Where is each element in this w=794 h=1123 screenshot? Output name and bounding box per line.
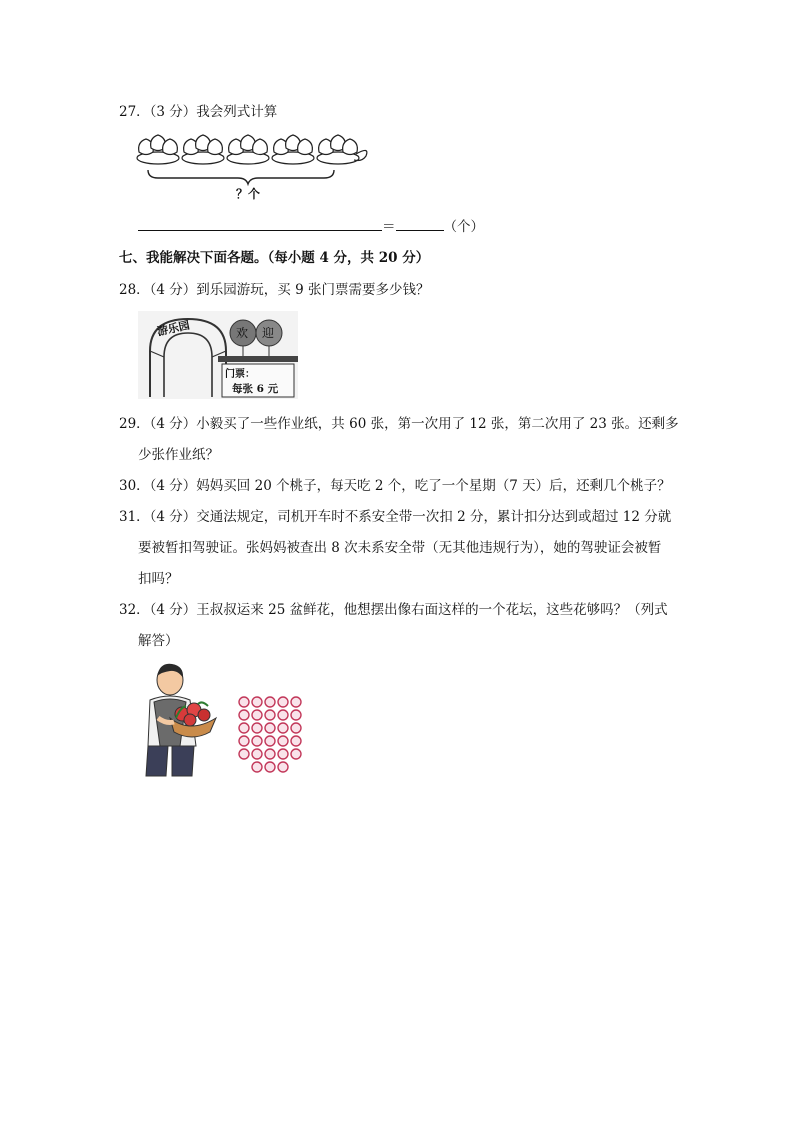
flower-pot <box>252 762 262 772</box>
flower-pot <box>265 723 275 733</box>
q29-text-2: 少张作业纸？ <box>138 447 219 463</box>
flower-pot <box>278 697 288 707</box>
flower-bed-figure <box>236 694 306 778</box>
q27-text: 27．（3 分）我会列式计算 <box>119 104 278 120</box>
q32-text-2: 解答） <box>138 633 179 649</box>
q29-text-1: 29．（4 分）小毅买了一些作业纸，共 60 张，第一次用了 12 张，第二次用了 23 张。还剩多 <box>119 416 679 432</box>
ticket-price: 每张 6 元 <box>232 383 279 395</box>
peach <box>208 139 223 155</box>
flower-pot <box>252 736 262 746</box>
ticket-label: 门票： <box>225 369 255 380</box>
flower-pot <box>291 736 301 746</box>
flower-pot <box>265 710 275 720</box>
gate-sign: 游乐园 <box>155 318 191 339</box>
flower-pot <box>291 749 301 759</box>
q31-text-1: 31．（4 分）交通法规定，司机开车时不系安全带一次扣 2 分，累计扣分达到或超过 12 分就 <box>119 509 672 525</box>
flower-pot <box>278 723 288 733</box>
man-with-flowers-illustration <box>140 660 220 778</box>
equals-sign: ＝ <box>382 219 396 235</box>
flower-pot <box>278 736 288 746</box>
formula-blank[interactable] <box>138 217 382 231</box>
q30-text: 30．（4 分）妈妈买回 20 个桃子，每天吃 2 个，吃了一个星期（7 天）后，还剩几个桃子？ <box>119 478 671 494</box>
flower-pot <box>278 710 288 720</box>
brace <box>148 170 334 184</box>
flower-pot <box>278 749 288 759</box>
flower-pot <box>239 723 249 733</box>
unit-label: （个） <box>443 219 484 235</box>
peach <box>298 139 313 155</box>
flower-pot <box>239 697 249 707</box>
flower-pot <box>252 697 262 707</box>
flower-pot <box>265 749 275 759</box>
flower-pot <box>291 697 301 707</box>
flower-pot <box>239 736 249 746</box>
peach <box>253 139 268 155</box>
section-heading: 七、我能解决下面各题。（每小题 4 分，共 20 分） <box>119 250 430 266</box>
flower-pot <box>252 710 262 720</box>
balloon-text-1: 欢 <box>236 326 249 340</box>
q31-text-2: 要被暂扣驾驶证。张妈妈被查出 8 次未系安全带（无其他违规行为），她的驾驶证会被暂 <box>138 540 662 556</box>
flower-pot <box>239 749 249 759</box>
flower-pot <box>291 710 301 720</box>
flower-pot <box>278 762 288 772</box>
peach <box>163 139 178 155</box>
brace-label: ？个 <box>236 187 261 201</box>
balloon-text-2: 迎 <box>262 326 275 340</box>
flower-pot <box>265 736 275 746</box>
flower-pot <box>252 723 262 733</box>
flower-pot <box>265 697 275 707</box>
peach <box>343 139 358 155</box>
answer-blank[interactable] <box>396 217 444 231</box>
q32-text-1: 32．（4 分）王叔叔运来 25 盆鲜花，他想摆出像右面这样的一个花坛，这些花够吗？（列式 <box>119 602 668 618</box>
q31-text-3: 扣吗？ <box>138 571 179 587</box>
q28-text: 28．（4 分）到乐园游玩，买 9 张门票需要多少钱？ <box>119 282 430 298</box>
flower-pot <box>265 762 275 772</box>
sign-bar <box>218 356 298 362</box>
flower-pot <box>252 749 262 759</box>
flower-pot <box>239 710 249 720</box>
flower-pot <box>291 723 301 733</box>
q27-answer-line <box>138 217 484 236</box>
